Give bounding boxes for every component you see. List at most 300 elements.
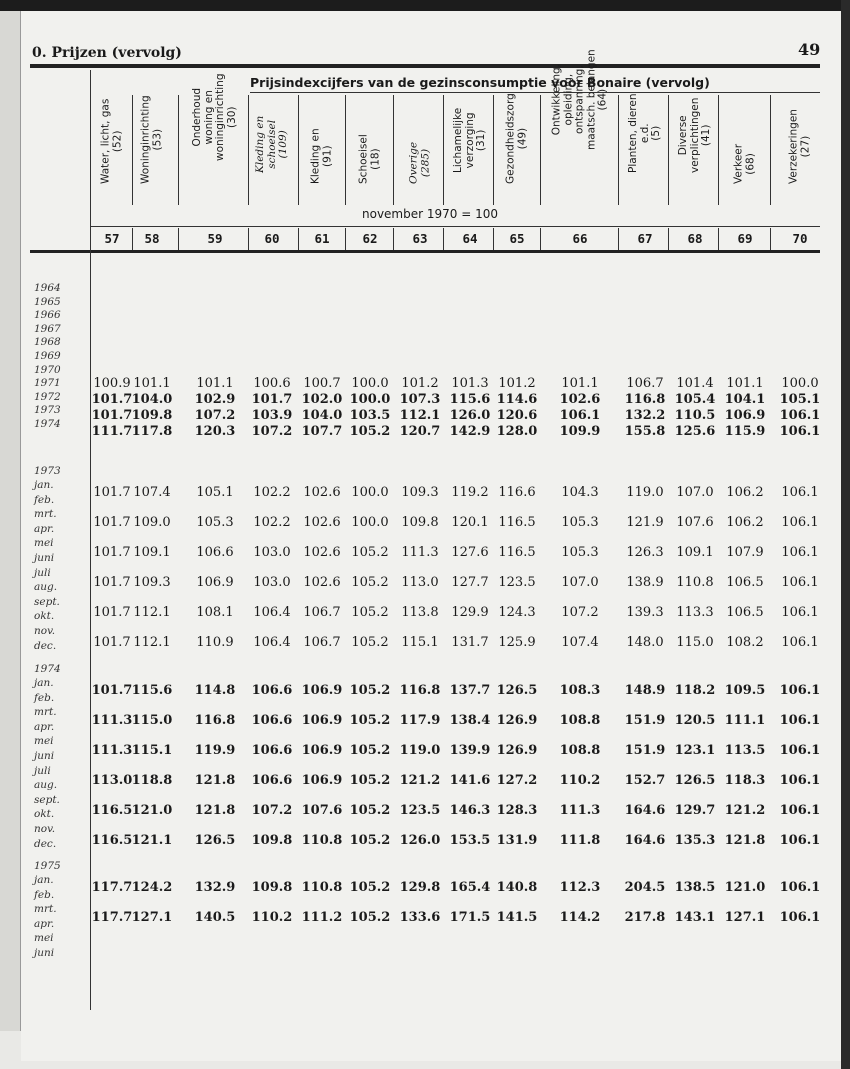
cell-value: 110.8 bbox=[301, 880, 343, 895]
cell-value: 204.5 bbox=[624, 880, 666, 895]
cell-value: 112.1 bbox=[399, 408, 441, 423]
column-divider bbox=[718, 95, 719, 205]
cell-value: 109.8 bbox=[131, 408, 173, 423]
cell-value: 106.1 bbox=[779, 880, 821, 895]
month-label: mrt. bbox=[34, 508, 57, 521]
cell-value: 112.3 bbox=[559, 880, 601, 895]
cell-value: 118.2 bbox=[674, 683, 716, 698]
cell-value: 102.6 bbox=[303, 485, 341, 500]
cell-value: 152.7 bbox=[624, 773, 666, 788]
year-label: 1974 bbox=[34, 418, 61, 430]
column-divider bbox=[770, 228, 771, 250]
column-divider bbox=[178, 228, 179, 250]
cell-value: 107.6 bbox=[676, 515, 714, 530]
cell-value: 105.2 bbox=[349, 683, 391, 698]
month-label: mrt. bbox=[34, 706, 57, 719]
cell-value: 112.1 bbox=[133, 635, 171, 650]
cell-value: 107.0 bbox=[676, 485, 714, 500]
column-divider bbox=[248, 95, 249, 205]
cell-value: 109.8 bbox=[401, 515, 439, 530]
column-divider bbox=[443, 228, 444, 250]
cell-value: 127.6 bbox=[451, 545, 489, 560]
cell-value: 106.1 bbox=[779, 408, 821, 423]
cell-value: 124.3 bbox=[498, 605, 536, 620]
cell-value: 104.1 bbox=[724, 392, 766, 407]
column-number: 67 bbox=[637, 231, 653, 246]
cell-value: 126.9 bbox=[496, 743, 538, 758]
column-header bbox=[550, 48, 609, 207]
cell-value: 106.7 bbox=[303, 605, 341, 620]
scan-border-right bbox=[841, 0, 850, 1069]
cell-value: 101.1 bbox=[133, 376, 171, 391]
cell-value: 126.9 bbox=[496, 713, 538, 728]
cell-value: 109.5 bbox=[724, 683, 766, 698]
cell-value: 121.2 bbox=[724, 803, 766, 818]
month-label: dec. bbox=[34, 837, 57, 850]
month-label: apr. bbox=[34, 720, 55, 733]
cell-value: 110.9 bbox=[196, 635, 234, 650]
cell-value: 135.3 bbox=[674, 833, 716, 848]
month-label: jan. bbox=[34, 874, 54, 886]
cell-value: 100.7 bbox=[303, 376, 341, 391]
cell-value: 119.0 bbox=[399, 743, 441, 758]
column-header-label: Schoeisel (18) bbox=[357, 134, 381, 184]
cell-value: 110.5 bbox=[674, 408, 716, 423]
cell-value: 119.0 bbox=[626, 485, 664, 500]
cell-value: 121.8 bbox=[194, 803, 236, 818]
year-label: 1969 bbox=[34, 350, 61, 362]
cell-value: 107.2 bbox=[561, 605, 599, 620]
cell-value: 105.3 bbox=[561, 515, 599, 530]
cell-value: 110.2 bbox=[251, 910, 293, 925]
header-rule bbox=[30, 64, 820, 68]
cell-value: 127.1 bbox=[131, 910, 173, 925]
cell-value: 101.7 bbox=[93, 575, 131, 590]
month-label: nov. bbox=[34, 625, 56, 637]
cell-value: 104.3 bbox=[561, 485, 599, 500]
cell-value: 108.8 bbox=[559, 743, 601, 758]
cell-value: 109.8 bbox=[251, 880, 293, 895]
cell-value: 121.8 bbox=[724, 833, 766, 848]
cell-value: 101.7 bbox=[251, 392, 293, 407]
cell-value: 165.4 bbox=[449, 880, 491, 895]
cell-value: 129.7 bbox=[674, 803, 716, 818]
cell-value: 100.0 bbox=[781, 376, 819, 391]
cell-value: 113.5 bbox=[724, 743, 766, 758]
cell-value: 121.1 bbox=[131, 833, 173, 848]
month-label: aug. bbox=[34, 779, 58, 792]
cell-value: 110.8 bbox=[301, 833, 343, 848]
column-divider bbox=[618, 95, 619, 205]
year-label: 1972 bbox=[34, 390, 61, 403]
cell-value: 100.0 bbox=[351, 485, 389, 500]
cell-value: 106.9 bbox=[724, 408, 766, 423]
cell-value: 114.8 bbox=[194, 683, 236, 698]
cell-value: 109.1 bbox=[133, 545, 171, 560]
column-divider bbox=[298, 95, 299, 205]
month-label: jan. bbox=[34, 479, 54, 491]
cell-value: 126.5 bbox=[674, 773, 716, 788]
block-year-label: 1975 bbox=[34, 860, 61, 872]
column-divider bbox=[393, 95, 394, 205]
column-divider bbox=[540, 228, 541, 250]
cell-value: 109.1 bbox=[676, 545, 714, 560]
cell-value: 111.3 bbox=[559, 803, 601, 818]
cell-value: 143.1 bbox=[674, 910, 716, 925]
cell-value: 106.9 bbox=[301, 743, 343, 758]
cell-value: 164.6 bbox=[624, 833, 666, 848]
column-header-label: Gezondheidszorg (49) bbox=[504, 93, 528, 184]
cell-value: 111.3 bbox=[91, 743, 133, 758]
stub-divider bbox=[90, 70, 91, 1010]
cell-value: 123.5 bbox=[399, 803, 441, 818]
column-divider bbox=[178, 95, 179, 205]
column-header bbox=[673, 95, 717, 207]
cell-value: 129.9 bbox=[451, 605, 489, 620]
base-rule bbox=[90, 226, 820, 227]
column-header bbox=[398, 95, 442, 207]
column-divider bbox=[132, 228, 133, 250]
cell-value: 101.7 bbox=[91, 392, 133, 407]
cell-value: 109.9 bbox=[559, 424, 601, 439]
cell-value: 108.3 bbox=[559, 683, 601, 698]
cell-value: 106.7 bbox=[303, 635, 341, 650]
cell-value: 106.1 bbox=[779, 773, 821, 788]
cell-value: 126.5 bbox=[194, 833, 236, 848]
month-label: feb. bbox=[34, 691, 55, 704]
cell-value: 104.0 bbox=[301, 408, 343, 423]
cell-value: 106.1 bbox=[779, 683, 821, 698]
cell-value: 141.5 bbox=[496, 910, 538, 925]
cell-value: 120.1 bbox=[451, 515, 489, 530]
column-header-label: Planten, dieren e.d. (5) bbox=[626, 93, 662, 173]
cell-value: 126.0 bbox=[399, 833, 441, 848]
month-label: sept. bbox=[34, 793, 60, 806]
cell-value: 106.1 bbox=[779, 803, 821, 818]
cell-value: 101.3 bbox=[451, 376, 489, 391]
month-label: juni bbox=[34, 552, 55, 564]
cell-value: 120.6 bbox=[496, 408, 538, 423]
cell-value: 116.5 bbox=[91, 833, 133, 848]
cell-value: 106.9 bbox=[196, 575, 234, 590]
cell-value: 105.2 bbox=[349, 880, 391, 895]
cell-value: 100.9 bbox=[93, 376, 131, 391]
cell-value: 111.3 bbox=[91, 713, 133, 728]
cell-value: 106.1 bbox=[779, 713, 821, 728]
cell-value: 101.7 bbox=[93, 605, 131, 620]
column-header-label: Kleding en (91) bbox=[309, 128, 333, 184]
cell-value: 115.6 bbox=[131, 683, 173, 698]
cell-value: 112.1 bbox=[133, 605, 171, 620]
cell-value: 106.1 bbox=[781, 515, 819, 530]
cell-value: 111.3 bbox=[401, 545, 439, 560]
cell-value: 128.3 bbox=[496, 803, 538, 818]
column-number: 61 bbox=[314, 231, 330, 246]
month-label: nov. bbox=[34, 823, 56, 835]
cell-value: 116.8 bbox=[194, 713, 236, 728]
cell-value: 106.1 bbox=[781, 575, 819, 590]
cell-value: 146.3 bbox=[449, 803, 491, 818]
cell-value: 105.3 bbox=[196, 515, 234, 530]
cell-value: 127.7 bbox=[451, 575, 489, 590]
column-header bbox=[778, 95, 822, 207]
cell-value: 142.9 bbox=[449, 424, 491, 439]
column-number: 62 bbox=[362, 231, 378, 246]
cell-value: 132.2 bbox=[624, 408, 666, 423]
cell-value: 137.7 bbox=[449, 683, 491, 698]
cell-value: 103.0 bbox=[253, 575, 291, 590]
cell-value: 106.9 bbox=[301, 713, 343, 728]
cell-value: 116.5 bbox=[498, 545, 536, 560]
cell-value: 105.1 bbox=[779, 392, 821, 407]
cell-value: 121.9 bbox=[626, 515, 664, 530]
column-number: 64 bbox=[462, 231, 478, 246]
cell-value: 124.2 bbox=[131, 880, 173, 895]
column-number: 65 bbox=[509, 231, 525, 246]
cell-value: 118.3 bbox=[724, 773, 766, 788]
cell-value: 101.7 bbox=[93, 635, 131, 650]
cell-value: 105.2 bbox=[351, 575, 389, 590]
column-number: 70 bbox=[792, 231, 808, 246]
cell-value: 107.4 bbox=[561, 635, 599, 650]
cell-value: 155.8 bbox=[624, 424, 666, 439]
base-note: november 1970 = 100 bbox=[362, 207, 498, 221]
cell-value: 111.7 bbox=[91, 424, 133, 439]
column-header bbox=[130, 95, 174, 207]
column-divider bbox=[393, 228, 394, 250]
cell-value: 117.9 bbox=[399, 713, 441, 728]
cell-value: 131.7 bbox=[451, 635, 489, 650]
cell-value: 132.9 bbox=[194, 880, 236, 895]
month-label: dec. bbox=[34, 639, 57, 652]
cell-value: 113.0 bbox=[401, 575, 439, 590]
column-number: 63 bbox=[412, 231, 428, 246]
cell-value: 113.8 bbox=[401, 605, 439, 620]
cell-value: 101.1 bbox=[196, 376, 234, 391]
column-header bbox=[250, 95, 294, 207]
cell-value: 113.0 bbox=[91, 773, 133, 788]
cell-value: 109.8 bbox=[251, 833, 293, 848]
cell-value: 116.5 bbox=[91, 803, 133, 818]
cell-value: 111.2 bbox=[301, 910, 343, 925]
cell-value: 116.5 bbox=[498, 515, 536, 530]
cell-value: 115.1 bbox=[401, 635, 439, 650]
cell-value: 116.8 bbox=[399, 683, 441, 698]
cell-value: 104.0 bbox=[131, 392, 173, 407]
cell-value: 106.6 bbox=[251, 743, 293, 758]
cell-value: 118.8 bbox=[131, 773, 173, 788]
cell-value: 105.4 bbox=[674, 392, 716, 407]
column-divider bbox=[540, 95, 541, 205]
cell-value: 103.5 bbox=[349, 408, 391, 423]
cell-value: 107.0 bbox=[561, 575, 599, 590]
cell-value: 102.6 bbox=[303, 545, 341, 560]
column-header bbox=[300, 95, 344, 207]
cell-value: 121.8 bbox=[194, 773, 236, 788]
cell-value: 107.4 bbox=[133, 485, 171, 500]
cell-value: 121.2 bbox=[399, 773, 441, 788]
month-label: apr. bbox=[34, 522, 55, 535]
month-label: okt. bbox=[34, 610, 55, 623]
cell-value: 101.1 bbox=[561, 376, 599, 391]
column-number: 58 bbox=[144, 231, 160, 246]
column-number: 66 bbox=[572, 231, 588, 246]
cell-value: 114.6 bbox=[496, 392, 538, 407]
cell-value: 139.3 bbox=[626, 605, 664, 620]
column-header-label: Diverse verplichtingen (41) bbox=[676, 97, 712, 173]
cell-value: 102.6 bbox=[303, 575, 341, 590]
scan-border-top bbox=[0, 0, 850, 11]
cell-value: 119.2 bbox=[451, 485, 489, 500]
month-label: sept. bbox=[34, 595, 60, 608]
column-header bbox=[191, 73, 238, 207]
block-year-label: 1973 bbox=[34, 465, 61, 477]
cell-value: 101.2 bbox=[498, 376, 536, 391]
cell-value: 120.3 bbox=[194, 424, 236, 439]
cell-value: 106.7 bbox=[626, 376, 664, 391]
year-label: 1965 bbox=[34, 295, 61, 308]
cell-value: 106.1 bbox=[781, 635, 819, 650]
cell-value: 105.2 bbox=[351, 545, 389, 560]
cell-value: 148.0 bbox=[626, 635, 664, 650]
month-label: aug. bbox=[34, 581, 58, 594]
cell-value: 102.6 bbox=[559, 392, 601, 407]
cell-value: 103.0 bbox=[253, 545, 291, 560]
cell-value: 108.2 bbox=[726, 635, 764, 650]
column-number: 68 bbox=[687, 231, 703, 246]
column-header bbox=[723, 95, 767, 207]
column-number: 60 bbox=[264, 231, 280, 246]
cell-value: 106.6 bbox=[196, 545, 234, 560]
cell-value: 109.0 bbox=[133, 515, 171, 530]
cell-value: 105.2 bbox=[349, 713, 391, 728]
cell-value: 106.5 bbox=[726, 575, 764, 590]
cell-value: 106.1 bbox=[779, 424, 821, 439]
cell-value: 102.9 bbox=[194, 392, 236, 407]
cell-value: 101.7 bbox=[91, 408, 133, 423]
cell-value: 127.2 bbox=[496, 773, 538, 788]
cell-value: 107.2 bbox=[251, 803, 293, 818]
year-label: 1968 bbox=[34, 336, 61, 349]
cell-value: 106.1 bbox=[779, 833, 821, 848]
cell-value: 103.9 bbox=[251, 408, 293, 423]
cell-value: 115.1 bbox=[131, 743, 173, 758]
column-divider bbox=[668, 95, 669, 205]
cell-value: 107.6 bbox=[301, 803, 343, 818]
cell-value: 100.6 bbox=[253, 376, 291, 391]
column-header-label: Verzekeringen (27) bbox=[787, 109, 811, 184]
cell-value: 121.0 bbox=[131, 803, 173, 818]
month-label: juni bbox=[34, 947, 55, 959]
column-header bbox=[90, 95, 134, 207]
cell-value: 111.1 bbox=[724, 713, 766, 728]
cell-value: 101.4 bbox=[676, 376, 714, 391]
column-divider bbox=[298, 228, 299, 250]
column-header-label: Overige (285) bbox=[407, 141, 431, 184]
cell-value: 102.6 bbox=[303, 515, 341, 530]
cell-value: 138.5 bbox=[674, 880, 716, 895]
column-header-label: Water, licht, gas (52) bbox=[99, 98, 123, 184]
month-label: feb. bbox=[34, 888, 55, 901]
column-divider bbox=[668, 228, 669, 250]
header-bottom-rule bbox=[30, 250, 820, 253]
column-divider bbox=[345, 228, 346, 250]
column-header-label: Lichamelijke verzorging (31) bbox=[451, 107, 487, 173]
cell-value: 102.0 bbox=[301, 392, 343, 407]
column-divider bbox=[770, 95, 771, 205]
column-divider bbox=[443, 95, 444, 205]
year-label: 1970 bbox=[34, 363, 61, 376]
year-label: 1971 bbox=[34, 377, 61, 390]
cell-value: 106.1 bbox=[781, 605, 819, 620]
column-divider bbox=[618, 228, 619, 250]
column-header bbox=[348, 95, 392, 207]
cell-value: 129.8 bbox=[399, 880, 441, 895]
cell-value: 153.5 bbox=[449, 833, 491, 848]
cell-value: 116.8 bbox=[624, 392, 666, 407]
month-label: mei bbox=[34, 932, 54, 945]
year-label: 1966 bbox=[34, 309, 61, 322]
page-number: 49 bbox=[798, 40, 821, 59]
cell-value: 101.7 bbox=[93, 485, 131, 500]
cell-value: 105.2 bbox=[349, 424, 391, 439]
cell-value: 106.2 bbox=[726, 515, 764, 530]
cell-value: 105.2 bbox=[349, 833, 391, 848]
month-label: juli bbox=[34, 566, 51, 579]
month-label: juni bbox=[34, 750, 55, 762]
cell-value: 123.1 bbox=[674, 743, 716, 758]
cell-value: 106.4 bbox=[253, 605, 291, 620]
month-label: jan. bbox=[34, 677, 54, 689]
cell-value: 107.9 bbox=[726, 545, 764, 560]
month-label: mei bbox=[34, 537, 54, 550]
cell-value: 106.1 bbox=[779, 743, 821, 758]
cell-value: 101.7 bbox=[91, 683, 133, 698]
cell-value: 128.0 bbox=[496, 424, 538, 439]
cell-value: 117.8 bbox=[131, 424, 173, 439]
cell-value: 105.2 bbox=[351, 605, 389, 620]
cell-value: 101.1 bbox=[726, 376, 764, 391]
cell-value: 121.0 bbox=[724, 880, 766, 895]
cell-value: 108.8 bbox=[559, 713, 601, 728]
column-header-label: Kleding en schoeisel (109) bbox=[253, 115, 289, 173]
cell-value: 125.6 bbox=[674, 424, 716, 439]
cell-value: 106.9 bbox=[301, 773, 343, 788]
column-number: 69 bbox=[737, 231, 753, 246]
cell-value: 106.1 bbox=[781, 545, 819, 560]
month-label: juli bbox=[34, 764, 51, 777]
cell-value: 113.3 bbox=[676, 605, 714, 620]
cell-value: 101.7 bbox=[93, 515, 131, 530]
cell-value: 105.2 bbox=[349, 910, 391, 925]
cell-value: 117.7 bbox=[91, 880, 133, 895]
cell-value: 110.2 bbox=[559, 773, 601, 788]
cell-value: 217.8 bbox=[624, 910, 666, 925]
cell-value: 105.2 bbox=[351, 635, 389, 650]
cell-value: 119.9 bbox=[194, 743, 236, 758]
cell-value: 107.3 bbox=[399, 392, 441, 407]
cell-value: 106.1 bbox=[779, 910, 821, 925]
column-header bbox=[448, 95, 492, 207]
cell-value: 106.1 bbox=[781, 485, 819, 500]
cell-value: 141.6 bbox=[449, 773, 491, 788]
cell-value: 171.5 bbox=[449, 910, 491, 925]
cell-value: 105.2 bbox=[349, 743, 391, 758]
cell-value: 106.4 bbox=[253, 635, 291, 650]
cell-value: 116.6 bbox=[498, 485, 536, 500]
cell-value: 106.2 bbox=[726, 485, 764, 500]
column-divider bbox=[248, 228, 249, 250]
